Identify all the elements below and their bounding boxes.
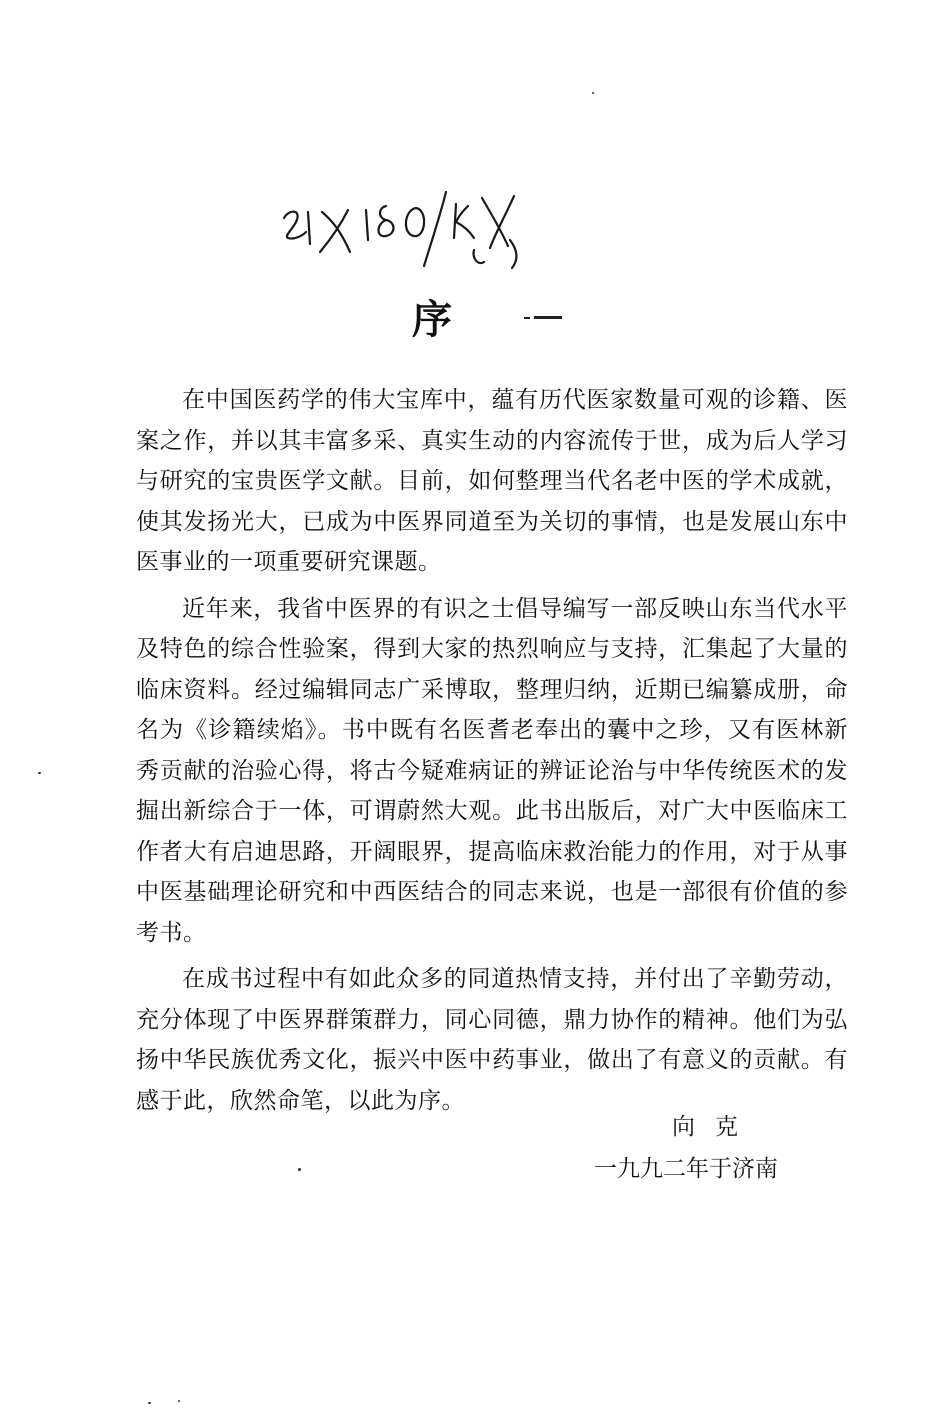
paragraph-1: 在中国医药学的伟大宝库中，蕴有历代医家数量可观的诊籍、医案之作，并以其丰富多采、真实生动的内容流传于世，成为后人学习与研究的宝贵医学文献。目前，如何整理当代名老中医的学术成就，使其发扬光大，已成为中医界同道至为关切的事情，也是发展山东中医事业的一项重要研究课题。: [136, 387, 848, 575]
page-title: 序: [412, 296, 454, 343]
dash-dot: [524, 317, 530, 319]
handwritten-call-number: [278, 182, 548, 282]
scan-speck: [592, 92, 594, 94]
scan-speck: [38, 772, 41, 774]
signature-date: 一九九二年于济南: [594, 1156, 778, 1182]
scan-speck: [298, 1168, 301, 1171]
paragraph-2: 近年来，我省中医界的有识之士倡导编写一部反映山东当代水平及特色的综合性验案，得到大家的热烈响应与支持，汇集起了大量的临床资料。经过编辑同志广采博取，整理归纳，近期已编纂成册，命名为《诊籍续焰》。书中既有名医耆老奉出的囊中之珍，又有医林新秀贡献的治验心得，将古今疑难病证的辨证论治与中华传统医术的发掘出新综合于一体，可谓蔚然大观。此书出版后，对广大中医临床工作者大有启迪思路，开阔眼界，提高临床救治能力的作用，对于从事中医基础理论研究和中西医结合的同志来说，也是一部很有价值的参考书。: [136, 595, 848, 946]
dash-line: [534, 316, 562, 319]
title-dash-mark: [524, 316, 564, 320]
scan-speck: [178, 1400, 180, 1402]
author-name: 向克: [672, 1114, 758, 1140]
scan-speck: [148, 1402, 151, 1404]
paragraph-3: 在成书过程中有如此众多的同道热情支持，并付出了辛勤劳动，充分体现了中医界群策群力，同心同德，鼎力协作的精神。他们为弘扬中华民族优秀文化，振兴中医中药事业，做出了有意义的贡献。有感于此，欣然命笔，以此为序。: [136, 966, 848, 1114]
title-row: [0, 290, 950, 350]
preface-body: [136, 380, 848, 1127]
